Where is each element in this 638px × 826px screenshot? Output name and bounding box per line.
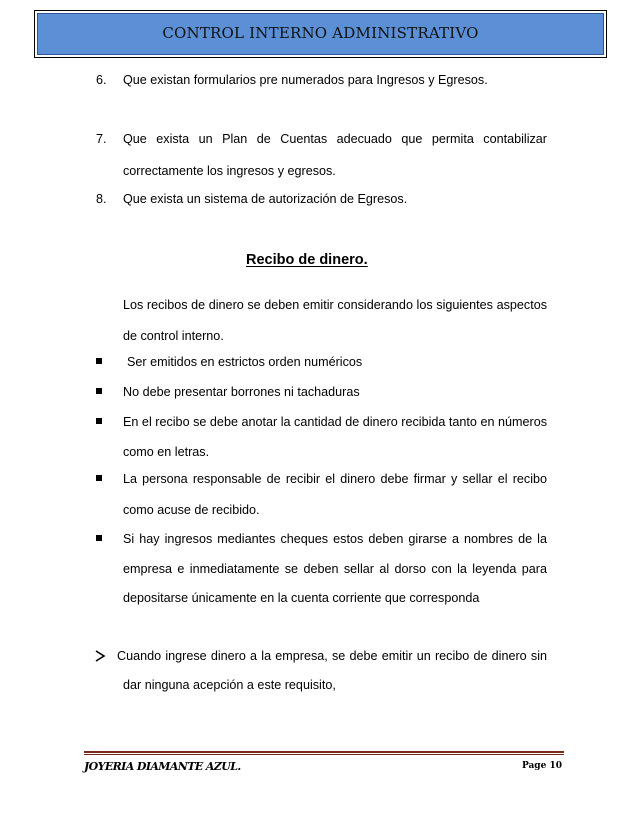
list-item-6-text: Que existan formularios pre numerados para Ingresos y Egresos. <box>123 73 488 87</box>
section-title: Recibo de dinero. <box>246 252 368 268</box>
page-number: Page 10 <box>521 761 562 771</box>
arrow-bullet-icon <box>94 650 106 662</box>
square-bullet-icon <box>96 358 102 364</box>
list-item-7-text-line2: correctamente los ingresos y egresos. <box>123 164 336 178</box>
list-number-8: 8. <box>96 192 107 206</box>
header-banner <box>34 10 607 58</box>
square-bullet-icon <box>96 418 102 424</box>
list-item-7-text-line1: Que exista un Plan de Cuentas adecuado que permita contabilizar <box>123 132 547 146</box>
header-fill <box>37 13 604 55</box>
bullet-5-text-line3: depositarse únicamente en la cuenta corriente que corresponda <box>123 591 480 605</box>
footer-divider <box>84 751 564 755</box>
bullet-1-text: Ser emitidos en estrictos orden numéricos <box>127 355 363 369</box>
list-item-8-text: Que exista un sistema de autorización de Egresos. <box>123 192 408 206</box>
square-bullet-icon <box>96 475 102 481</box>
bullet-4-text-line2: como acuse de recibido. <box>123 503 260 517</box>
bullet-3-text-line1: En el recibo se debe anotar la cantidad de dinero recibida tanto en números <box>123 415 547 429</box>
bullet-5-text-line1: Si hay ingresos mediantes cheques estos deben girarse a nombres de la <box>123 532 547 546</box>
bullet-5-text-line2: empresa e inmediatamente se deben sellar al dorso con la leyenda para <box>123 562 547 576</box>
square-bullet-icon <box>96 388 102 394</box>
list-number-7: 7. <box>96 132 107 146</box>
intro-line2: de control interno. <box>123 329 224 343</box>
list-number-6: 6. <box>96 73 107 87</box>
footer-company-name: JOYERIA DIAMANTE AZUL. <box>84 760 241 773</box>
square-bullet-icon <box>96 535 102 541</box>
arrow-item-text-line2: dar ninguna acepción a este requisito, <box>123 678 336 692</box>
arrow-item-text-line1: Cuando ingrese dinero a la empresa, se debe emitir un recibo de dinero sin <box>117 649 547 663</box>
header-title: CONTROL INTERNO ADMINISTRATIVO <box>162 24 479 42</box>
bullet-2-text: No debe presentar borrones ni tachaduras <box>123 385 360 399</box>
intro-line1: Los recibos de dinero se deben emitir considerando los siguientes aspectos <box>123 298 547 312</box>
bullet-4-text-line1: La persona responsable de recibir el dinero debe firmar y sellar el recibo <box>123 472 547 486</box>
bullet-3-text-line2: como en letras. <box>123 445 210 459</box>
